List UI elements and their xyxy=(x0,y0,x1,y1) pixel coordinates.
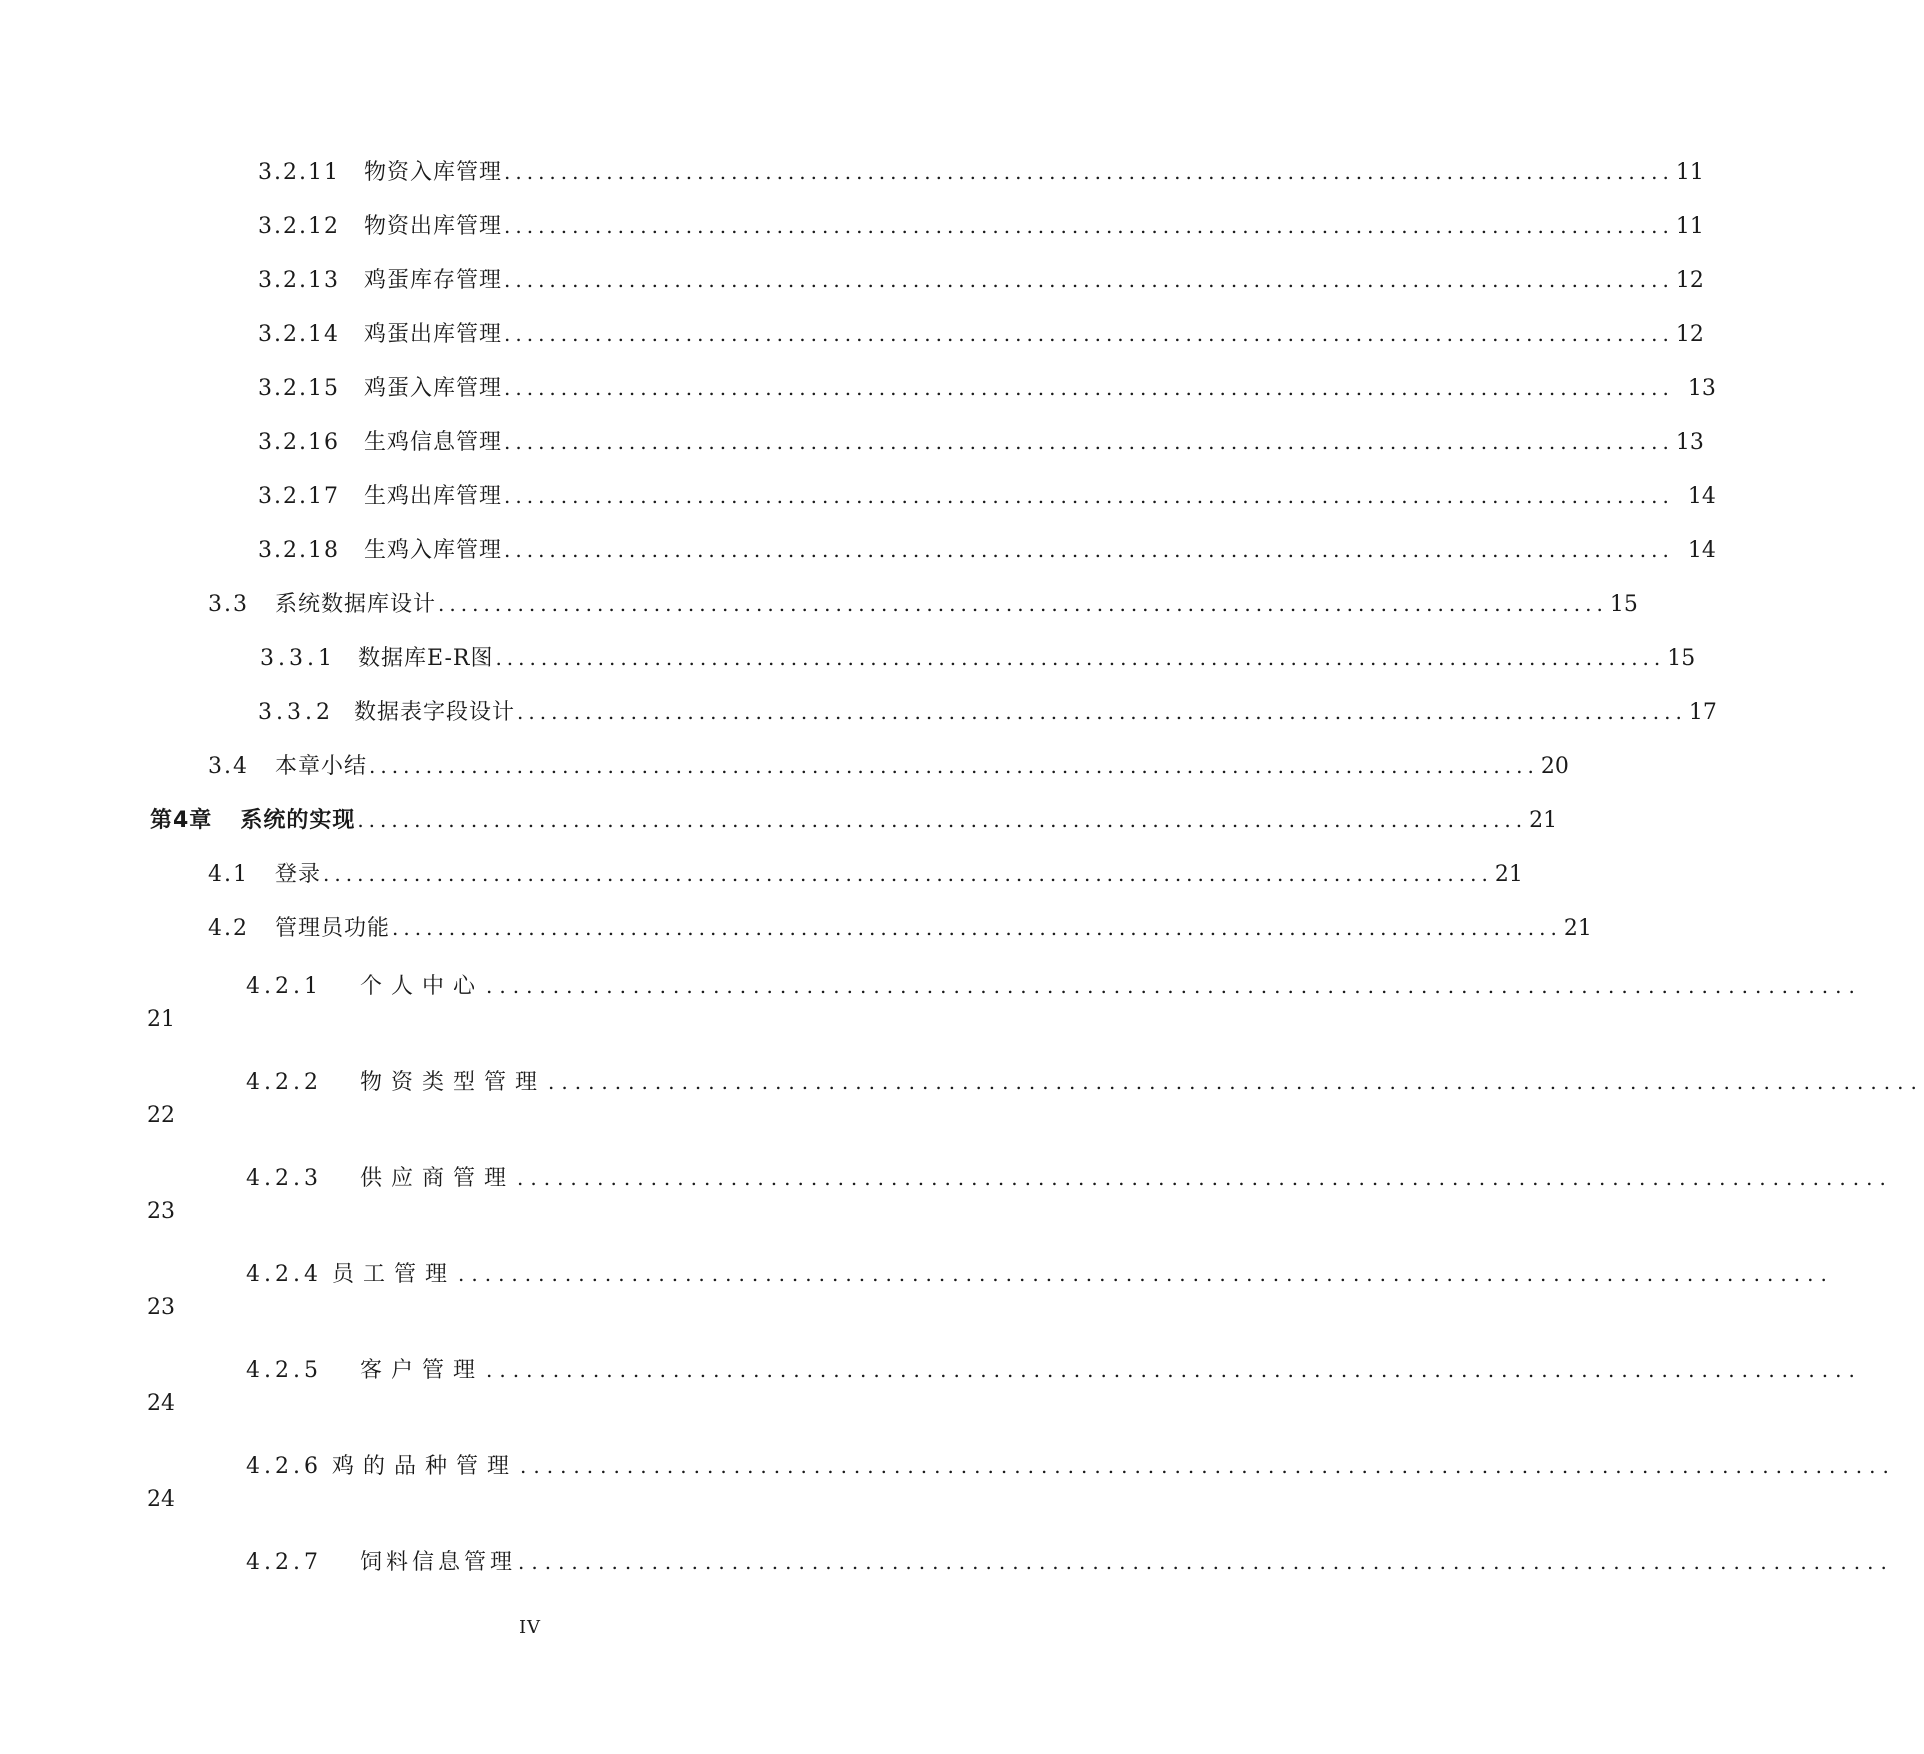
toc-dot-leader: ....................................................................................................... xyxy=(518,1550,1894,1574)
toc-entry-number: 3.2.14 xyxy=(258,322,340,347)
toc-entry-page: 15 xyxy=(1609,592,1638,617)
toc-entry-3-4[interactable] xyxy=(208,750,1569,782)
toc-entry-4-2-5[interactable] xyxy=(246,1354,1862,1386)
toc-entry-3-2-13[interactable] xyxy=(258,264,1704,296)
toc-dot-leader: ....................................................................................................... xyxy=(438,592,1608,616)
toc-entry-title: 客户管理 xyxy=(359,1358,484,1383)
toc-entry-number: 4.2 xyxy=(208,916,249,941)
toc-entry-3-2-11[interactable] xyxy=(258,156,1704,188)
toc-entry-4-1[interactable] xyxy=(208,858,1523,890)
toc-entry-number: 3.2.16 xyxy=(258,430,340,455)
toc-dot-leader: ....................................................................................................... xyxy=(548,1070,1924,1094)
toc-entry-page: 14 xyxy=(1687,484,1716,509)
toc-entry-page: 17 xyxy=(1688,700,1717,725)
toc-entry-4-2[interactable] xyxy=(208,912,1592,944)
toc-entry-number: 4.2.7 xyxy=(246,1550,322,1575)
toc-entry-page: 15 xyxy=(1667,646,1696,671)
toc-entry-title: 管理员功能 xyxy=(275,916,391,941)
toc-entry-3-2-17[interactable] xyxy=(258,480,1716,512)
toc-entry-title: 物资类型管理 xyxy=(359,1070,546,1095)
toc-entry-page: 23 xyxy=(147,1199,175,1224)
toc-entry-3-2-16[interactable] xyxy=(258,426,1704,458)
toc-entry-number: 3.2.17 xyxy=(258,484,340,509)
toc-entry-number: 4.2.2 xyxy=(246,1070,322,1095)
toc-entry-title: 供应商管理 xyxy=(359,1166,515,1191)
toc-entry-3-2-12[interactable] xyxy=(258,210,1704,242)
toc-dot-leader: ....................................................................................................... xyxy=(504,538,1674,562)
toc-entry-title: 生鸡信息管理 xyxy=(363,430,502,455)
toc-entry-page: 21 xyxy=(147,1007,175,1032)
toc-entry-number: 3.4 xyxy=(208,754,249,779)
toc-entry-page: 22 xyxy=(147,1103,175,1128)
toc-dot-leader: ....................................................................................................... xyxy=(504,430,1674,454)
toc-dot-leader: ....................................................................................................... xyxy=(323,862,1493,886)
toc-entry-number: 3.2.18 xyxy=(258,538,340,563)
toc-entry-page: 12 xyxy=(1675,322,1704,347)
toc-entry-3-3-2[interactable] xyxy=(258,696,1717,728)
toc-entry-number: 4.2.5 xyxy=(246,1358,322,1383)
toc-dot-leader: ....................................................................................................... xyxy=(504,376,1674,400)
toc-entry-4-2-2[interactable] xyxy=(246,1066,1924,1098)
toc-dot-leader: ....................................................................................................... xyxy=(504,484,1674,508)
toc-entry-page: 21 xyxy=(1494,862,1523,887)
toc-entry-number: 3.2.11 xyxy=(258,160,340,185)
toc-entry-page: 13 xyxy=(1687,376,1716,401)
toc-entry-number: 3.3 xyxy=(208,592,249,617)
toc-entry-title: 鸡蛋出库管理 xyxy=(363,322,502,347)
toc-dot-leader: ....................................................................................................... xyxy=(504,160,1674,184)
toc-entry-page: 20 xyxy=(1540,754,1569,779)
toc-entry-title: 系统的实现 xyxy=(240,808,356,833)
toc-entry-page: 21 xyxy=(1529,808,1558,833)
toc-dot-leader: ....................................................................................................... xyxy=(357,808,1528,832)
toc-entry-title: 系统数据库设计 xyxy=(275,592,437,617)
toc-entry-title: 鸡蛋库存管理 xyxy=(363,268,502,293)
toc-entry-page: 23 xyxy=(147,1295,175,1320)
toc-entry-number: 4.2.6 xyxy=(246,1454,322,1479)
toc-entry-title: 本章小结 xyxy=(275,754,368,779)
toc-dot-leader: ....................................................................................................... xyxy=(486,1358,1862,1382)
toc-dot-leader: ....................................................................................................... xyxy=(517,700,1687,724)
toc-entry-page: 12 xyxy=(1675,268,1704,293)
toc-dot-leader: ....................................................................................................... xyxy=(392,916,1562,940)
toc-entry-3-3-1[interactable] xyxy=(260,642,1696,674)
toc-entry-4-2-4[interactable] xyxy=(246,1258,1834,1290)
toc-entry-title: 物资出库管理 xyxy=(363,214,502,239)
toc-dot-leader: ....................................................................................................... xyxy=(458,1262,1834,1286)
toc-entry-4-2-6[interactable] xyxy=(246,1450,1896,1482)
toc-entry-number: 第4章 xyxy=(150,808,213,833)
toc-entry-title: 登录 xyxy=(275,862,322,887)
toc-dot-leader: ....................................................................................................... xyxy=(504,268,1674,292)
toc-entry-number: 4.2.1 xyxy=(246,974,322,999)
toc-entry-chapter-4[interactable] xyxy=(150,804,1558,836)
toc-entry-4-2-3[interactable] xyxy=(246,1162,1893,1194)
toc-entry-title: 数据库E-R图 xyxy=(357,646,494,671)
toc-entry-number: 3.2.12 xyxy=(258,214,340,239)
toc-entry-number: 3.2.15 xyxy=(258,376,340,401)
toc-dot-leader: ....................................................................................................... xyxy=(495,646,1666,670)
toc-entry-3-3[interactable] xyxy=(208,588,1638,620)
toc-dot-leader: ....................................................................................................... xyxy=(504,322,1674,346)
toc-entry-page: 13 xyxy=(1675,430,1704,455)
toc-dot-leader: ....................................................................................................... xyxy=(517,1166,1893,1190)
toc-entry-title: 鸡的品种管理 xyxy=(331,1454,518,1479)
page-number-footer: IV xyxy=(518,1617,542,1638)
toc-entry-title: 鸡蛋入库管理 xyxy=(363,376,502,401)
toc-entry-page: 24 xyxy=(147,1487,175,1512)
toc-entry-page: 24 xyxy=(147,1391,175,1416)
toc-entry-number: 4.2.4 xyxy=(246,1262,322,1287)
toc-entry-3-2-18[interactable] xyxy=(258,534,1716,566)
toc-entry-title: 员工管理 xyxy=(331,1262,456,1287)
toc-entry-number: 4.1 xyxy=(208,862,249,887)
toc-entry-title: 生鸡出库管理 xyxy=(363,484,502,509)
toc-dot-leader: ....................................................................................................... xyxy=(520,1454,1896,1478)
toc-entry-page: 11 xyxy=(1675,160,1704,185)
toc-dot-leader: ....................................................................................................... xyxy=(486,974,1862,998)
toc-entry-number: 3.3.1 xyxy=(260,646,336,671)
toc-entry-title: 饲料信息管理 xyxy=(359,1550,516,1575)
toc-dot-leader: ....................................................................................................... xyxy=(369,754,1539,778)
toc-entry-title: 生鸡入库管理 xyxy=(363,538,502,563)
toc-entry-4-2-7[interactable] xyxy=(246,1546,1894,1578)
toc-entry-page: 14 xyxy=(1687,538,1716,563)
toc-entry-page: 11 xyxy=(1675,214,1704,239)
toc-dot-leader: ....................................................................................................... xyxy=(504,214,1674,238)
toc-entry-4-2-1[interactable] xyxy=(246,970,1862,1002)
toc-entry-page: 21 xyxy=(1563,916,1592,941)
toc-entry-title: 数据表字段设计 xyxy=(353,700,515,725)
toc-entry-3-2-15[interactable] xyxy=(258,372,1716,404)
toc-entry-title: 物资入库管理 xyxy=(363,160,502,185)
toc-entry-number: 3.2.13 xyxy=(258,268,340,293)
toc-entry-number: 3.3.2 xyxy=(258,700,334,725)
toc-entry-number: 4.2.3 xyxy=(246,1166,322,1191)
toc-entry-title: 个人中心 xyxy=(359,974,484,999)
toc-entry-3-2-14[interactable] xyxy=(258,318,1704,350)
